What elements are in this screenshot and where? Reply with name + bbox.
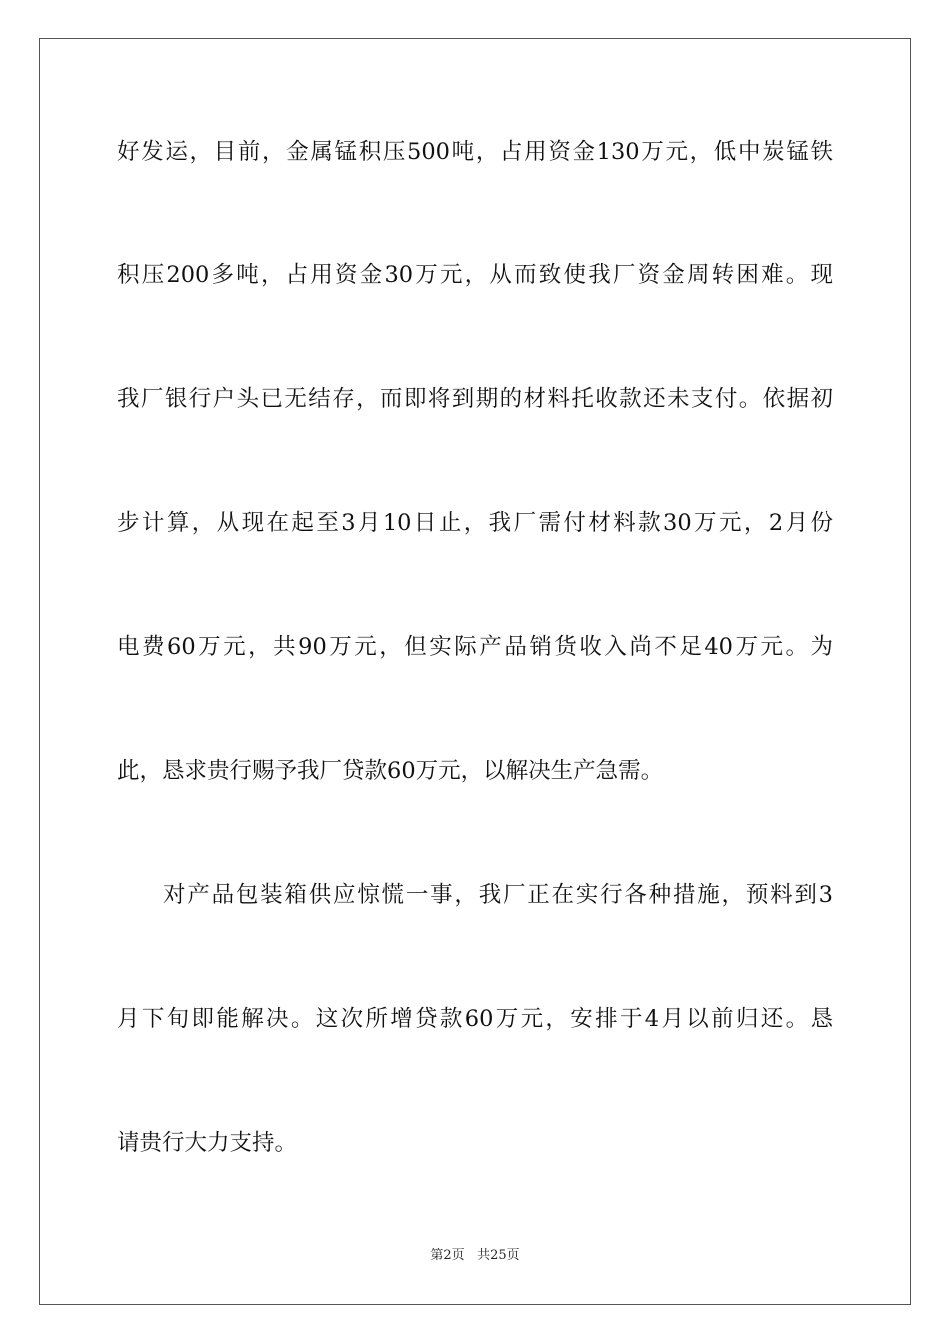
body-text-line: 好发运，目前，金属锰积压500吨，占用资金130万元，低中炭锰铁: [117, 139, 833, 165]
body-text-line: 此，恳求贵行赐予我厂贷款60万元，以解决生产急需。: [117, 758, 664, 784]
body-text-line: 月下旬即能解决。这次所增贷款60万元，安排于4月以前归还。恳: [117, 1006, 833, 1032]
body-text-line: 积压200多吨，占用资金30万元，从而致使我厂资金周转困难。现: [117, 262, 833, 288]
page-number: 第2页: [430, 1248, 465, 1263]
page-footer: [0, 1247, 950, 1265]
body-text-line: 电费60万元，共90万元，但实际产品销货收入尚不足40万元。为: [117, 634, 833, 660]
page-frame: [39, 38, 911, 1305]
page-total: 共25页: [477, 1248, 520, 1263]
paragraph-first-line: 对产品包装箱供应惊慌一事，我厂正在实行各种措施，预料到3: [163, 882, 833, 908]
body-text-line: 步计算，从现在起至3月10日止，我厂需付材料款30万元，2月份: [117, 510, 833, 536]
body-text-line: 请贵行大力支持。: [117, 1130, 298, 1156]
body-text-line: 我厂银行户头已无结存，而即将到期的材料托收款还未支付。依据初: [117, 386, 833, 412]
